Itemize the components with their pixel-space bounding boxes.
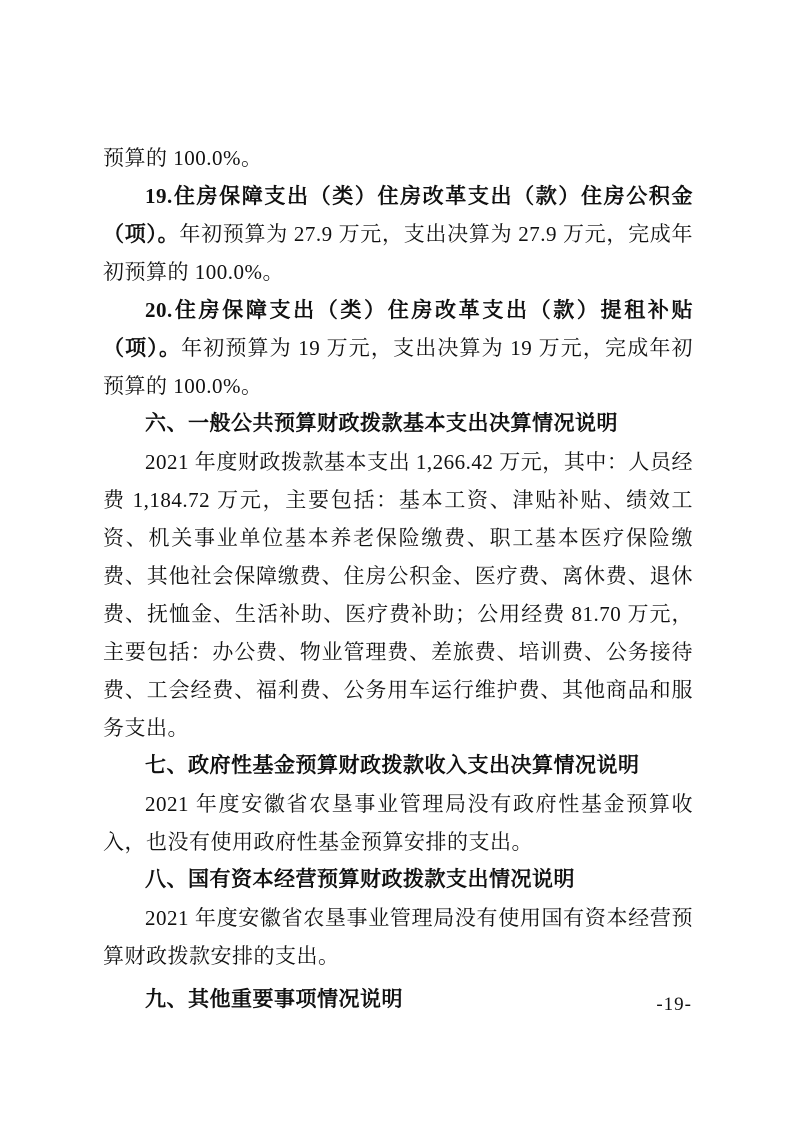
item-19-body: 年初预算为 27.9 万元，支出决算为 27.9 万元，完成年初预算的 100.0%。 [103, 222, 694, 284]
section-6-paragraph: 2021 年度财政拨款基本支出 1,266.42 万元，其中：人员经费 1,184.72 万元，主要包括：基本工资、津贴补贴、绩效工资、机关事业单位基本养老保险缴费、职工基本医疗保险缴费、其他社会保障缴费、住房公积金、医疗费、离休费、退休费、抚恤金、生活补助、医疗费补助；公用经费 81.70 万元，主要包括：办公费、物业管理费、差旅费、培训费、公务接待费、工会经费、福利费、公务用车运行维护费、其他商品和服务支出。 [103, 450, 693, 740]
section-8-heading: 八、国有资本经营预算财政拨款支出情况说明 [145, 868, 575, 891]
carryover-paragraph: 预算的 100.0%。 [103, 146, 263, 170]
section-6-heading: 六、一般公共预算财政拨款基本支出决算情况说明 [145, 412, 618, 435]
section-7-heading: 七、政府性基金预算财政拨款收入支出决算情况说明 [145, 754, 640, 777]
item-20-title: 20.住房保障支出（类）住房改革支出（款）提租补贴（项）。 [103, 298, 693, 360]
item-20-body: 年初预算为 19 万元，支出决算为 19 万元，完成年初预算的 100.0%。 [103, 336, 693, 398]
item-20-paragraph [103, 291, 693, 405]
document-content [103, 139, 693, 1019]
section-9-heading: 九、其他重要事项情况说明 [145, 988, 403, 1011]
section-8-paragraph: 2021 年度安徽省农垦事业管理局没有使用国有资本经营预算财政拨款安排的支出。 [103, 906, 693, 968]
item-19-paragraph [103, 177, 693, 291]
item-19-title: 19.住房保障支出（类）住房改革支出（款）住房公积金（项）。 [103, 184, 693, 246]
section-7-paragraph: 2021 年度安徽省农垦事业管理局没有政府性基金预算收入，也没有使用政府性基金预算安排的支出。 [103, 792, 693, 854]
page-number: -19- [656, 994, 692, 1015]
